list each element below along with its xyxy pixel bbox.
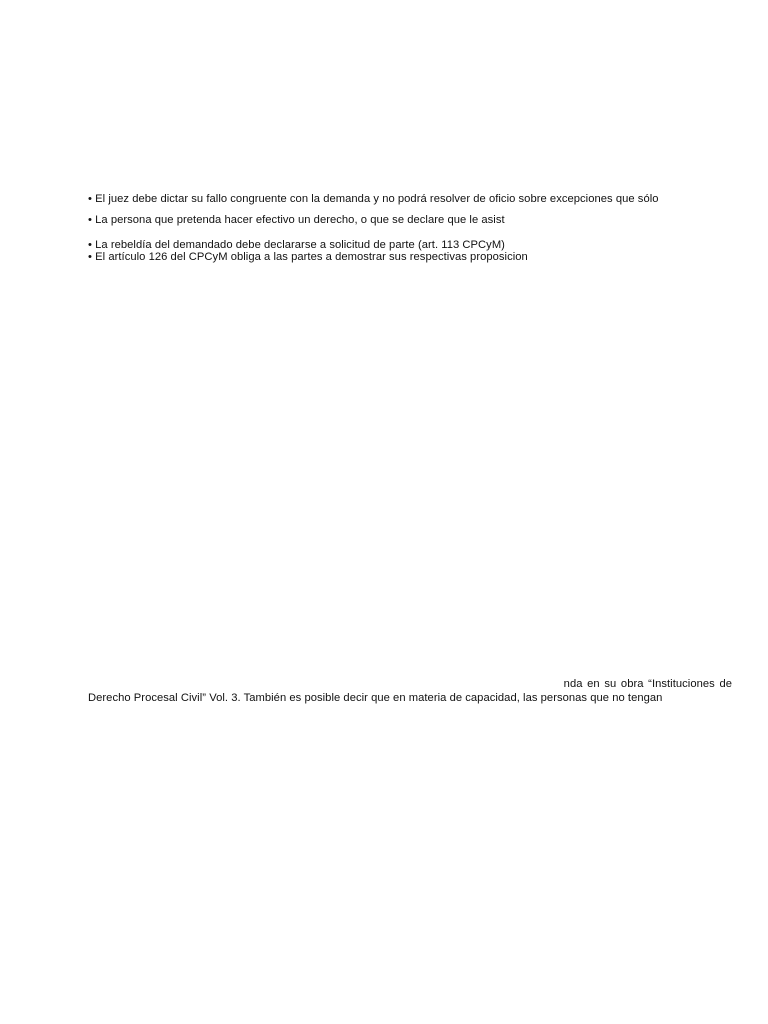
bullet-congruencia: • El juez debe dictar su fallo congruente con la demanda y no podrá resolver de oficio sobre excepciones que sólo — [88, 193, 659, 205]
bullet-rebeldia: • La rebeldía del demandado debe declararse a solicitud de parte (art. 113 CPCyM) — [88, 239, 505, 251]
footer-text-line-1: nda en su obra “Instituciones de — [563, 678, 732, 690]
bullet-articulo-126: • El artículo 126 del CPCyM obliga a las partes a demostrar sus respectivas proposicion — [88, 251, 528, 263]
footer-text-line-2: Derecho Procesal Civil” Vol. 3. También es posible decir que en materia de capacidad, las personas que no tengan — [88, 692, 663, 704]
bullet-derecho: • La persona que pretenda hacer efectivo un derecho, o que se declare que le asist — [88, 214, 505, 226]
